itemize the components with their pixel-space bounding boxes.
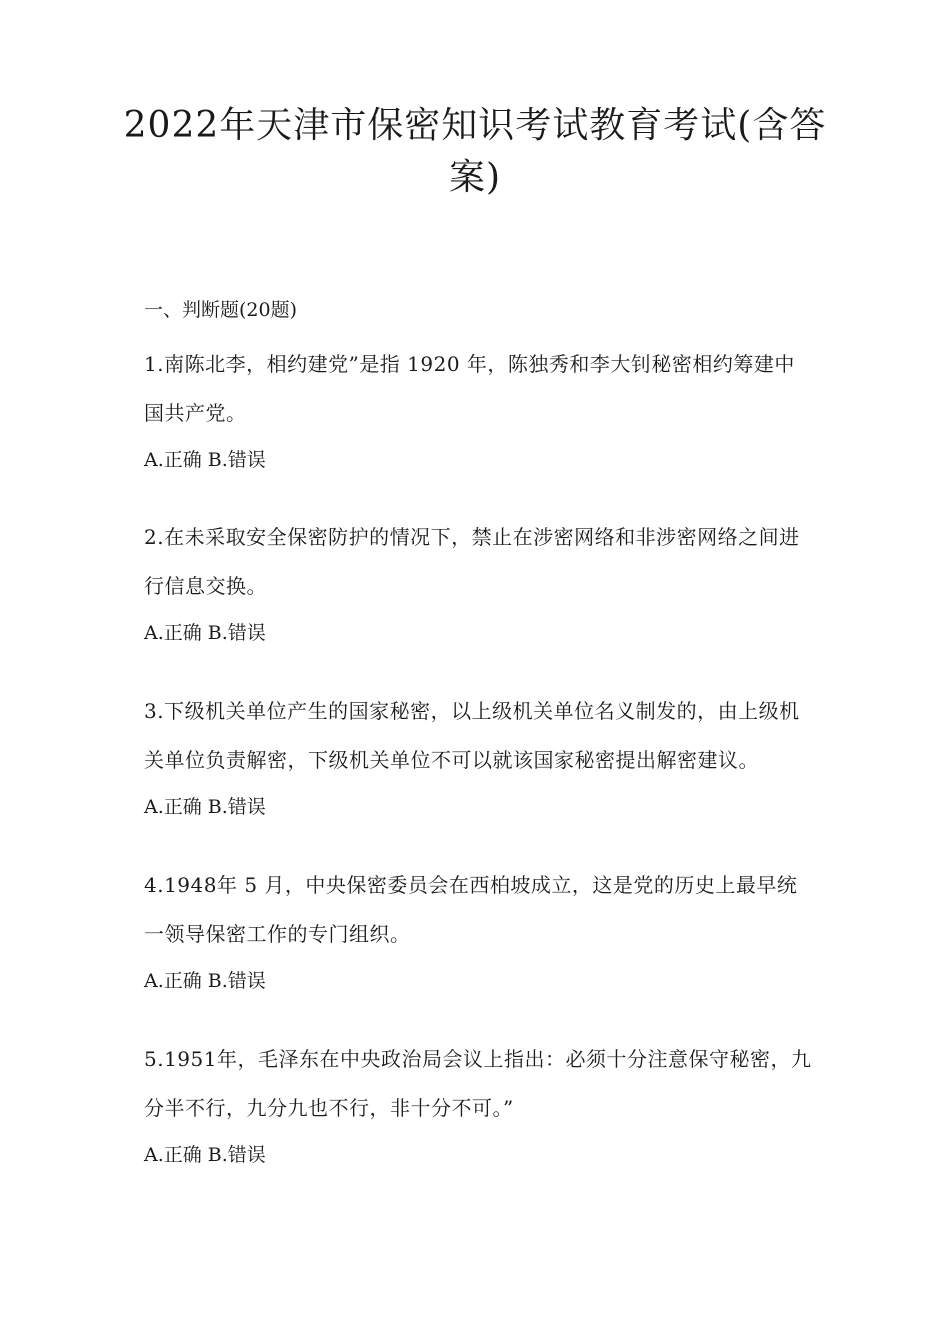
document-title: 2022年天津市保密知识考试教育考试(含答案) xyxy=(123,105,827,198)
question-options: A.正确 B.错误 xyxy=(144,796,266,818)
question-text: 2.在未采取安全保密防护的情况下，禁止在涉密网络和非涉密网络之间进行信息交换。 xyxy=(144,525,800,598)
question-1 xyxy=(144,340,814,474)
question-options: A.正确 B.错误 xyxy=(144,622,266,644)
question-5 xyxy=(144,1035,814,1169)
question-options: A.正确 B.错误 xyxy=(144,1144,266,1166)
question-text: 1.南陈北李，相约建党”是指 1920 年，陈独秀和李大钊秘密相约筹建中国共产党。 xyxy=(144,352,795,425)
section-heading: 一、判断题(20题) xyxy=(144,299,298,321)
question-4 xyxy=(144,861,814,995)
question-text: 5.1951年，毛泽东在中央政治局会议上指出：必须十分注意保守秘密，九分半不行，九分九也不行，非十分不可。” xyxy=(144,1047,812,1120)
question-text: 4.1948年 5 月，中央保密委员会在西柏坡成立，这是党的历史上最早统一领导保密工作的专门组织。 xyxy=(144,873,798,946)
question-text: 3.下级机关单位产生的国家秘密，以上级机关单位名义制发的，由上级机关单位负责解密，下级机关单位不可以就该国家秘密提出解密建议。 xyxy=(144,699,800,772)
question-2 xyxy=(144,513,814,647)
question-3 xyxy=(144,687,814,821)
question-options: A.正确 B.错误 xyxy=(144,449,266,471)
question-options: A.正确 B.错误 xyxy=(144,970,266,992)
